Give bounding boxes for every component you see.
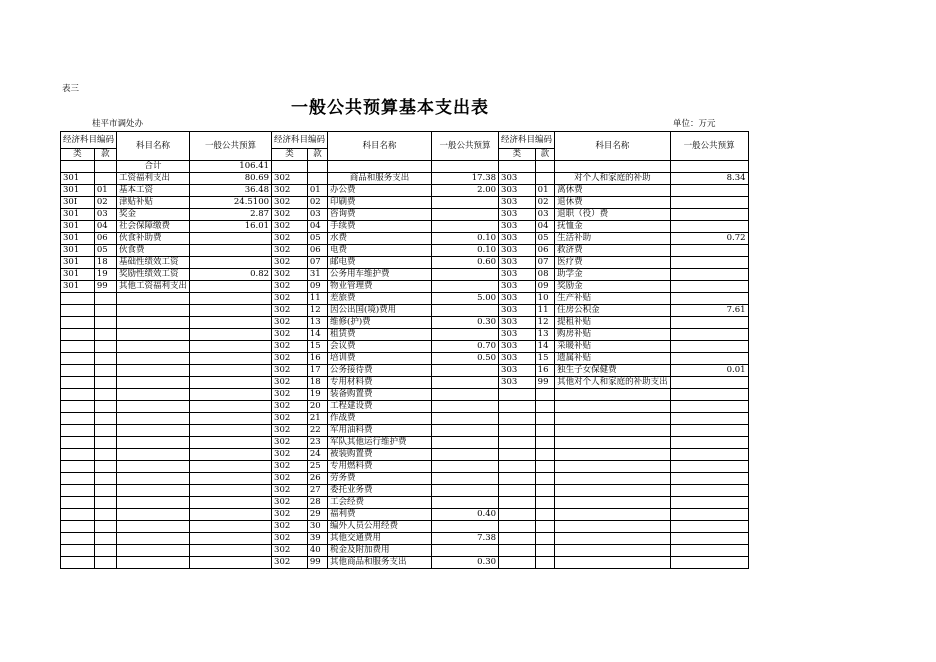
cell-name: 基础性绩效工资: [117, 257, 190, 269]
cell-lei: 303: [499, 317, 536, 329]
cell-value: [670, 353, 748, 365]
table-row: [61, 317, 749, 329]
cell-kuan: 13: [535, 329, 554, 341]
cell-kuan: 24: [307, 449, 327, 461]
table-row: [61, 509, 749, 521]
table-row: [61, 221, 749, 233]
cell-lei: 302: [272, 401, 308, 413]
cell-lei: 302: [272, 245, 308, 257]
cell-name: 提租补贴: [555, 317, 671, 329]
total-row: [61, 161, 749, 173]
cell-kuan: 16: [307, 353, 327, 365]
cell-value: [670, 341, 748, 353]
cell-kuan: 06: [307, 245, 327, 257]
cell-lei: 302: [272, 329, 308, 341]
cell-kuan: 39: [307, 533, 327, 545]
cell-value: [432, 401, 499, 413]
cell-name: 被装购置费: [328, 449, 432, 461]
section-301-code: 301: [61, 173, 95, 185]
cell-value: 0.01: [670, 365, 748, 377]
cell-name: 因公出国(境)费用: [328, 305, 432, 317]
cell-kuan: 15: [307, 341, 327, 353]
cell-lei: 303: [499, 221, 536, 233]
unit-label: 单位：万元: [673, 119, 716, 129]
cell-value: [432, 425, 499, 437]
cell-kuan: 19: [307, 389, 327, 401]
cell-kuan: 23: [307, 437, 327, 449]
cell-name: 奖励金: [555, 281, 671, 293]
cell-lei: 303: [499, 209, 536, 221]
cell-lei: 302: [272, 269, 308, 281]
table-row: [61, 449, 749, 461]
table-row: [61, 209, 749, 221]
cell-name: 其他交通费用: [328, 533, 432, 545]
cell-name: 购房补贴: [555, 329, 671, 341]
cell-name: 福利费: [328, 509, 432, 521]
cell-name: 邮电费: [328, 257, 432, 269]
header-name-1: 科目名称: [117, 132, 190, 161]
cell-lei: 303: [499, 197, 536, 209]
cell-value: [432, 197, 499, 209]
cell-name: 装备购置费: [328, 389, 432, 401]
cell-value: 36.48: [190, 185, 272, 197]
cell-name: 手续费: [328, 221, 432, 233]
section-303-name: 对个人和家庭的补助: [555, 173, 671, 185]
section-302-name: 商品和服务支出: [328, 173, 432, 185]
cell-value: [432, 461, 499, 473]
cell-kuan: 02: [307, 197, 327, 209]
cell-name: 专用材料费: [328, 377, 432, 389]
total-label: 合计: [117, 161, 190, 173]
cell-lei: 302: [272, 437, 308, 449]
total-value: 106.41: [190, 161, 272, 173]
section-303-code: 303: [499, 173, 536, 185]
cell-lei: 301: [61, 269, 95, 281]
table-row: [61, 245, 749, 257]
cell-kuan: 14: [535, 341, 554, 353]
cell-kuan: 99: [307, 557, 327, 569]
table-row: [61, 305, 749, 317]
cell-lei: 301: [61, 221, 95, 233]
cell-kuan: 03: [94, 209, 116, 221]
cell-value: 0.82: [190, 269, 272, 281]
cell-lei: 301: [61, 245, 95, 257]
cell-value: [190, 245, 272, 257]
cell-name: 作战费: [328, 413, 432, 425]
cell-kuan: 04: [94, 221, 116, 233]
cell-name: 编外人员公用经费: [328, 521, 432, 533]
table-row: [61, 425, 749, 437]
cell-name: 退休费: [555, 197, 671, 209]
cell-name: 助学金: [555, 269, 671, 281]
cell-lei: 302: [272, 293, 308, 305]
section-303-value: 8.34: [670, 173, 748, 185]
table-row: [61, 437, 749, 449]
cell-lei: 303: [499, 353, 536, 365]
table-row: [61, 365, 749, 377]
cell-value: 0.30: [432, 317, 499, 329]
table-row: [61, 521, 749, 533]
cell-value: 24.5100: [190, 197, 272, 209]
cell-kuan: 03: [307, 209, 327, 221]
header-name-3: 科目名称: [555, 132, 671, 161]
table-row: [61, 293, 749, 305]
cell-value: 7.61: [670, 305, 748, 317]
page-title: 一般公共预算基本支出表: [291, 98, 489, 118]
cell-value: [670, 245, 748, 257]
cell-kuan: 13: [307, 317, 327, 329]
cell-kuan: 25: [307, 461, 327, 473]
cell-value: [670, 257, 748, 269]
cell-name: 专用燃料费: [328, 461, 432, 473]
cell-value: [670, 185, 748, 197]
cell-kuan: 05: [307, 233, 327, 245]
cell-kuan: 21: [307, 413, 327, 425]
table-row: [61, 353, 749, 365]
table-row: [61, 269, 749, 281]
cell-lei: 303: [499, 269, 536, 281]
cell-name: 其他对个人和家庭的补助支出: [555, 377, 671, 389]
cell-kuan: 26: [307, 473, 327, 485]
cell-lei: 302: [272, 353, 308, 365]
cell-value: [432, 269, 499, 281]
cell-lei: 301: [61, 209, 95, 221]
cell-kuan: 05: [535, 233, 554, 245]
cell-name: 津贴补贴: [117, 197, 190, 209]
cell-value: [670, 293, 748, 305]
table-row: [61, 377, 749, 389]
cell-kuan: 20: [307, 401, 327, 413]
cell-lei: 302: [272, 365, 308, 377]
cell-value: [432, 437, 499, 449]
header-budget-3: 一般公共预算: [670, 132, 748, 161]
cell-lei: 302: [272, 485, 308, 497]
table-row: [61, 341, 749, 353]
cell-value: [670, 317, 748, 329]
cell-name: 基本工资: [117, 185, 190, 197]
cell-value: 0.72: [670, 233, 748, 245]
cell-name: 奖金: [117, 209, 190, 221]
cell-kuan: 11: [307, 293, 327, 305]
cell-value: [432, 449, 499, 461]
cell-name: 住房公积金: [555, 305, 671, 317]
cell-value: [190, 233, 272, 245]
section-row: [61, 173, 749, 185]
cell-lei: 302: [272, 521, 308, 533]
cell-kuan: 19: [94, 269, 116, 281]
cell-name: 生产补贴: [555, 293, 671, 305]
cell-name: 税金及附加费用: [328, 545, 432, 557]
cell-value: [432, 365, 499, 377]
cell-lei: 302: [272, 305, 308, 317]
cell-lei: 302: [272, 377, 308, 389]
cell-kuan: 05: [94, 245, 116, 257]
cell-kuan: 07: [535, 257, 554, 269]
cell-name: 工程建设费: [328, 401, 432, 413]
cell-name: 工会经费: [328, 497, 432, 509]
cell-kuan: 04: [535, 221, 554, 233]
cell-lei: 301: [61, 185, 95, 197]
cell-value: [432, 545, 499, 557]
cell-value: [432, 521, 499, 533]
cell-kuan: 02: [94, 197, 116, 209]
cell-name: 军用油料费: [328, 425, 432, 437]
cell-kuan: 02: [535, 197, 554, 209]
cell-kuan: 09: [535, 281, 554, 293]
cell-value: [432, 221, 499, 233]
table-row: [61, 329, 749, 341]
cell-lei: 302: [272, 197, 308, 209]
cell-lei: 303: [499, 233, 536, 245]
cell-name: 维修(护)费: [328, 317, 432, 329]
cell-kuan: 99: [535, 377, 554, 389]
cell-name: 公务接待费: [328, 365, 432, 377]
cell-value: 0.10: [432, 233, 499, 245]
cell-kuan: 31: [307, 269, 327, 281]
table-row: [61, 497, 749, 509]
table-row: [61, 413, 749, 425]
cell-name: 伙食补助费: [117, 233, 190, 245]
cell-name: 军队其他运行维护费: [328, 437, 432, 449]
cell-name: 救济费: [555, 245, 671, 257]
cell-kuan: 06: [535, 245, 554, 257]
cell-name: 医疗费: [555, 257, 671, 269]
cell-lei: 302: [272, 257, 308, 269]
cell-value: 16.01: [190, 221, 272, 233]
cell-lei: 302: [272, 413, 308, 425]
cell-kuan: 28: [307, 497, 327, 509]
cell-value: 0.30: [432, 557, 499, 569]
section-301-name: 工资福利支出: [117, 173, 190, 185]
cell-name: 退职（役）费: [555, 209, 671, 221]
header-lei-2: 类: [272, 149, 308, 161]
header-name-2: 科目名称: [328, 132, 432, 161]
cell-kuan: 18: [307, 377, 327, 389]
cell-kuan: 01: [94, 185, 116, 197]
cell-kuan: 27: [307, 485, 327, 497]
cell-kuan: 15: [535, 353, 554, 365]
cell-name: 会议费: [328, 341, 432, 353]
cell-kuan: 01: [307, 185, 327, 197]
cell-name: 水费: [328, 233, 432, 245]
cell-value: 2.00: [432, 185, 499, 197]
cell-name: 其他工资福利支出: [117, 281, 190, 293]
cell-kuan: 17: [307, 365, 327, 377]
cell-name: 公务用车维护费: [328, 269, 432, 281]
cell-kuan: 12: [307, 305, 327, 317]
cell-value: [670, 209, 748, 221]
cell-name: 奖励性绩效工资: [117, 269, 190, 281]
header-lei-1: 类: [61, 149, 95, 161]
cell-name: 委托业务费: [328, 485, 432, 497]
cell-value: 2.87: [190, 209, 272, 221]
cell-kuan: 12: [535, 317, 554, 329]
table-row: [61, 197, 749, 209]
header-code-1: 经济科目编码: [61, 132, 117, 149]
cell-value: 0.50: [432, 353, 499, 365]
cell-lei: 301: [61, 281, 95, 293]
cell-kuan: 11: [535, 305, 554, 317]
cell-value: [432, 485, 499, 497]
header-kuan-2: 款: [307, 149, 327, 161]
table-row: [61, 545, 749, 557]
cell-value: [432, 209, 499, 221]
cell-value: [190, 257, 272, 269]
cell-lei: 302: [272, 533, 308, 545]
cell-name: 租赁费: [328, 329, 432, 341]
cell-name: 培训费: [328, 353, 432, 365]
cell-value: [432, 305, 499, 317]
table-row: [61, 473, 749, 485]
cell-value: [670, 281, 748, 293]
header-row: [61, 132, 749, 149]
cell-lei: 302: [272, 185, 308, 197]
table-row: [61, 557, 749, 569]
budget-table: [60, 131, 749, 569]
cell-value: [432, 329, 499, 341]
cell-value: 0.70: [432, 341, 499, 353]
cell-value: [432, 281, 499, 293]
cell-lei: 303: [499, 293, 536, 305]
cell-kuan: 01: [535, 185, 554, 197]
cell-value: [670, 221, 748, 233]
table-row: [61, 281, 749, 293]
cell-lei: 303: [499, 341, 536, 353]
cell-lei: 302: [272, 221, 308, 233]
cell-lei: 303: [499, 281, 536, 293]
cell-name: 电费: [328, 245, 432, 257]
cell-kuan: 09: [307, 281, 327, 293]
cell-lei: 303: [499, 257, 536, 269]
cell-name: 办公费: [328, 185, 432, 197]
header-budget-2: 一般公共预算: [432, 132, 499, 161]
cell-value: 0.10: [432, 245, 499, 257]
cell-name: 其他商品和服务支出: [328, 557, 432, 569]
cell-kuan: 04: [307, 221, 327, 233]
table-row: [61, 257, 749, 269]
cell-name: 差旅费: [328, 293, 432, 305]
cell-lei: 302: [272, 281, 308, 293]
cell-lei: 303: [499, 245, 536, 257]
table-row: [61, 461, 749, 473]
cell-value: [432, 377, 499, 389]
cell-lei: 303: [499, 185, 536, 197]
cell-name: 社会保障缴费: [117, 221, 190, 233]
cell-value: [670, 269, 748, 281]
cell-name: 生活补助: [555, 233, 671, 245]
cell-value: [432, 497, 499, 509]
cell-lei: 302: [272, 209, 308, 221]
cell-lei: 302: [272, 389, 308, 401]
section-302-code: 302: [272, 173, 308, 185]
cell-kuan: 14: [307, 329, 327, 341]
cell-kuan: 10: [535, 293, 554, 305]
table-row: [61, 233, 749, 245]
cell-value: 5.00: [432, 293, 499, 305]
header-lei-3: 类: [499, 149, 536, 161]
cell-lei: 302: [272, 497, 308, 509]
cell-lei: 303: [499, 365, 536, 377]
cell-value: [190, 281, 272, 293]
cell-lei: 301: [61, 257, 95, 269]
table-row: [61, 401, 749, 413]
cell-lei: 302: [272, 473, 308, 485]
cell-value: [670, 329, 748, 341]
cell-name: 离休费: [555, 185, 671, 197]
header-code-3: 经济科目编码: [499, 132, 555, 149]
cell-value: 0.40: [432, 509, 499, 521]
cell-lei: 303: [499, 377, 536, 389]
cell-kuan: 07: [307, 257, 327, 269]
unit-org: 桂平市调处办: [92, 119, 144, 129]
cell-name: 印刷费: [328, 197, 432, 209]
cell-lei: 302: [272, 509, 308, 521]
cell-lei: 303: [499, 305, 536, 317]
cell-kuan: 18: [94, 257, 116, 269]
cell-kuan: 03: [535, 209, 554, 221]
cell-name: 遗属补贴: [555, 353, 671, 365]
cell-name: 物业管理费: [328, 281, 432, 293]
cell-lei: 302: [272, 557, 308, 569]
header-budget-1: 一般公共预算: [190, 132, 272, 161]
cell-value: [432, 473, 499, 485]
cell-kuan: 29: [307, 509, 327, 521]
cell-value: [670, 377, 748, 389]
header-kuan-3: 款: [535, 149, 554, 161]
cell-kuan: 99: [94, 281, 116, 293]
cell-name: 抚恤金: [555, 221, 671, 233]
cell-value: 0.60: [432, 257, 499, 269]
cell-kuan: 08: [535, 269, 554, 281]
cell-name: 咨询费: [328, 209, 432, 221]
cell-lei: 302: [272, 425, 308, 437]
table-row: [61, 485, 749, 497]
cell-lei: 302: [272, 317, 308, 329]
cell-kuan: 22: [307, 425, 327, 437]
cell-kuan: 06: [94, 233, 116, 245]
cell-value: 7.38: [432, 533, 499, 545]
section-301-value: 80.69: [190, 173, 272, 185]
cell-name: 劳务费: [328, 473, 432, 485]
cell-name: 采暖补贴: [555, 341, 671, 353]
header-code-2: 经济科目编码: [272, 132, 328, 149]
cell-lei: 301: [61, 233, 95, 245]
cell-lei: 302: [272, 449, 308, 461]
cell-lei: 302: [272, 461, 308, 473]
cell-name: 伙食费: [117, 245, 190, 257]
cell-lei: 302: [272, 233, 308, 245]
cell-name: 独生子女保健费: [555, 365, 671, 377]
cell-lei: 302: [272, 545, 308, 557]
cell-lei: 303: [499, 329, 536, 341]
cell-value: [432, 413, 499, 425]
cell-lei: 30I: [61, 197, 95, 209]
table-row: [61, 533, 749, 545]
cell-kuan: 30: [307, 521, 327, 533]
table-row: [61, 185, 749, 197]
section-302-value: 17.38: [432, 173, 499, 185]
cell-value: [670, 197, 748, 209]
cell-value: [432, 389, 499, 401]
cell-kuan: 40: [307, 545, 327, 557]
table-number: 表三: [62, 84, 80, 94]
cell-kuan: 16: [535, 365, 554, 377]
header-kuan-1: 款: [94, 149, 116, 161]
cell-lei: 302: [272, 341, 308, 353]
table-row: [61, 389, 749, 401]
